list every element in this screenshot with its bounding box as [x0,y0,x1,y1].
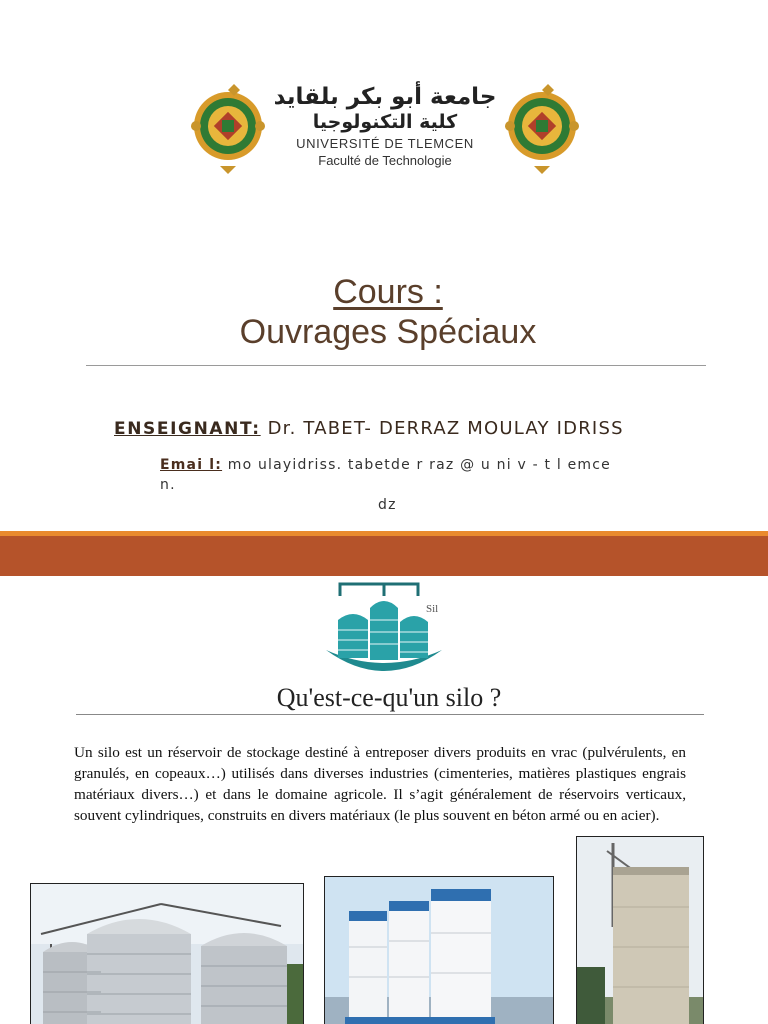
email-address-continuation[interactable]: dz [378,497,397,513]
section-heading: Qu'est-ce-qu'un silo ? [276,683,502,712]
email-address[interactable]: mo ulayidriss. tabetde r raz @ u ni v - t l emce n. [160,457,611,493]
divider [86,365,706,366]
title-line-2: Ouvrages Spéciaux [239,313,537,351]
arabic-university-name: جامعة أبو بكر بلقايد [273,84,497,110]
steel-silos-photo [30,883,304,1024]
arabic-faculty-name: كلية التكنولوجيا [312,111,458,133]
silo-logo-icon [318,580,450,676]
cement-silos-photo [324,876,554,1024]
section-divider [76,714,704,715]
title-line-1: Cours : [333,273,443,311]
teacher-name: Dr. TABET- DERRAZ MOULAY IDRISS [267,418,624,439]
course-title [0,272,768,352]
teacher-line [114,418,624,439]
section-paragraph: Un silo est un réservoir de stockage destiné à entreposer divers produits en vrac (pulvérulents, en granulés, en copeaux…) utilisés dans diverses industries (cimenteries, matières plastiques engrais matériaux divers…) et dans le domaine agricole. Il s’agit généralement de réservoirs verticaux, souvent cylindriques, construits en divers matériaux (le plus souvent en béton armé ou en acier). [74,744,686,824]
banner-bar [0,536,768,576]
logo-text: Sil [426,603,439,615]
university-header [186,80,586,180]
email-line [160,455,630,515]
teacher-label: ENSEIGNANT: [114,419,261,439]
concrete-silo-photo [576,836,704,1024]
email-label: Emai l: [160,457,223,473]
university-name-block [268,84,502,168]
university-name: UNIVERSITÉ DE TLEMCEN [296,136,474,151]
university-emblem-left [188,82,268,176]
faculty-name: Faculté de Technologie [318,153,452,168]
university-emblem-right [502,82,582,176]
